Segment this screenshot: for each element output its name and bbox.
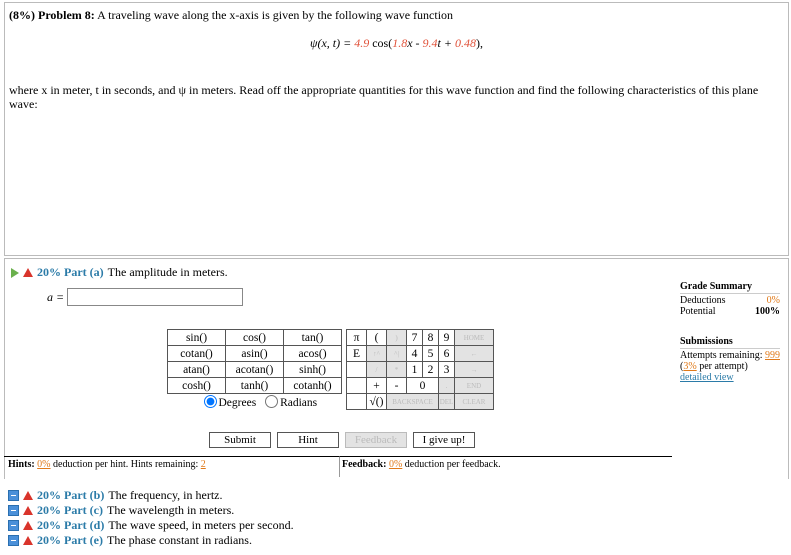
part-b-text: The frequency, in hertz. [108,488,223,502]
calculator [167,329,494,410]
part-c-row[interactable] [8,503,294,518]
potential-value: 100% [755,306,780,317]
clear-button[interactable]: CLEAR [455,394,494,410]
asin-button[interactable]: asin() [226,346,284,362]
acotan-button[interactable]: acotan() [226,362,284,378]
key-2[interactable]: 2 [423,362,439,378]
key-3[interactable]: 3 [439,362,455,378]
cos-button[interactable]: cos() [226,330,284,346]
e-button[interactable]: E [347,346,367,362]
action-buttons [209,432,475,448]
key-6[interactable]: 6 [439,346,455,362]
sin-button[interactable]: sin() [168,330,226,346]
hint-button[interactable]: Hint [277,432,339,448]
dot-button[interactable]: . [439,378,455,394]
part-e-row[interactable] [8,533,294,548]
part-e-percent: 20% Part (e) [37,533,103,547]
problem-panel [4,2,789,256]
feedback-label: Feedback: [342,459,387,470]
deductions-value: 0% [766,295,780,306]
key-0[interactable]: 0 [407,378,439,394]
detailed-view-link[interactable]: detailed view [680,372,734,383]
formula-wavenumber: 1.8 [392,36,408,50]
part-a-percent: 20% Part (a) [37,265,104,279]
formula-amplitude: 4.9 [354,36,370,50]
blank-key [347,394,367,410]
blank-key [347,362,367,378]
collapse-icon[interactable] [8,505,19,516]
warning-icon [23,521,33,530]
give-up-button[interactable]: I give up! [413,432,475,448]
acos-button[interactable]: acos() [284,346,342,362]
end-button[interactable]: END [455,378,494,394]
collapse-icon[interactable] [8,535,19,546]
left-arrow-button[interactable]: ← [455,346,494,362]
part-b-row[interactable] [8,488,294,503]
right-arrow-button[interactable]: → [455,362,494,378]
key-8[interactable]: 8 [423,330,439,346]
multiply-button[interactable]: * [387,362,407,378]
sinh-button[interactable]: sinh() [284,362,342,378]
caret-button[interactable]: ^| [387,346,407,362]
answer-row [47,288,243,306]
submissions-title: Submissions [680,336,780,349]
grade-summary: Grade Summary Deductions 0% Potential 100% Submissions Attempts remaining: 999 (3% per attempt) detailed view [680,281,780,383]
tan-button[interactable]: tan() [284,330,342,346]
part-c-text: The wavelength in meters. [106,503,235,517]
radians-label: Radians [280,396,318,409]
degrees-radio[interactable] [204,395,217,408]
key-5[interactable]: 5 [423,346,439,362]
hints-text: deduction per hint. Hints remaining: [53,459,199,470]
wave-function-formula: ψ(x, t) = 4.9 cos(1.8x - 9.4t + 0.48), [310,36,483,50]
open-paren-button[interactable]: ( [367,330,387,346]
per-attempt-text: per attempt) [696,361,748,372]
key-9[interactable]: 9 [439,330,455,346]
problem-number: (8%) Problem 8: [9,8,95,22]
part-b-percent: 20% Part (b) [37,488,105,502]
warning-icon [23,491,33,500]
pi-button[interactable]: π [347,330,367,346]
part-d-row[interactable] [8,518,294,533]
answer-label: a = [47,289,65,304]
divide-button[interactable]: / [367,362,387,378]
cosh-button[interactable]: cosh() [168,378,226,394]
problem-title [9,8,453,23]
part-a-header [11,265,228,280]
part-c-percent: 20% Part (c) [37,503,103,517]
part-a-question: The amplitude in meters. [107,265,228,279]
del-button[interactable]: DEL [439,394,455,410]
potential-label: Potential [680,306,716,317]
feedback-bar [339,456,672,477]
problem-statement: A traveling wave along the x-axis is given by the following wave function [97,8,454,22]
other-parts-list [8,488,294,548]
part-e-text: The phase constant in radians. [106,533,252,547]
submit-button[interactable]: Submit [209,432,271,448]
backspace-button[interactable]: BACKSPACE [387,394,439,410]
up-caret-button[interactable]: ↑^ [367,346,387,362]
warning-icon [23,506,33,515]
key-7[interactable]: 7 [407,330,423,346]
deductions-label: Deductions [680,295,726,306]
close-paren-button[interactable]: ) [387,330,407,346]
minus-button[interactable]: - [387,378,407,394]
plus-button[interactable]: + [367,378,387,394]
warning-icon [23,536,33,545]
warning-icon [23,268,33,277]
per-attempt-value: 3% [683,361,697,372]
home-button[interactable]: HOME [455,330,494,346]
blank-key [347,378,367,394]
part-a-panel [4,258,789,479]
grade-summary-title: Grade Summary [680,281,780,294]
angle-mode [168,394,342,410]
keypad [346,329,494,410]
hints-remaining: 2 [200,459,206,470]
hints-percent: 0% [37,459,51,470]
feedback-percent: 0% [388,459,403,470]
feedback-text: deduction per feedback. [404,459,501,470]
feedback-button[interactable]: Feedback [345,432,407,448]
part-d-text: The wave speed, in meters per second. [108,518,294,532]
key-4[interactable]: 4 [407,346,423,362]
attempts-value: 999 [765,350,780,361]
cotanh-button[interactable]: cotanh() [284,378,342,394]
atan-button[interactable]: atan() [168,362,226,378]
cotan-button[interactable]: cotan() [168,346,226,362]
hints-bar [4,456,339,477]
collapse-icon[interactable] [8,490,19,501]
play-icon[interactable] [11,268,19,278]
part-d-percent: 20% Part (d) [37,518,105,532]
answer-input[interactable] [67,288,243,306]
tanh-button[interactable]: tanh() [226,378,284,394]
problem-description: where x in meter, t in seconds, and ψ in meters. Read off the appropriate quantities for this wave function and find the following characteristics of this plane wave: [9,83,759,111]
key-1[interactable]: 1 [407,362,423,378]
hints-label: Hints: [8,459,35,470]
attempts-label: Attempts remaining: [680,350,763,361]
degrees-label: Degrees [218,396,257,409]
function-keys [167,329,342,409]
radians-radio[interactable] [265,395,278,408]
collapse-icon[interactable] [8,520,19,531]
formula-angular-frequency: 9.4 [422,36,438,50]
sqrt-button[interactable]: √() [367,394,387,410]
formula-phase: 0.48 [454,36,476,50]
